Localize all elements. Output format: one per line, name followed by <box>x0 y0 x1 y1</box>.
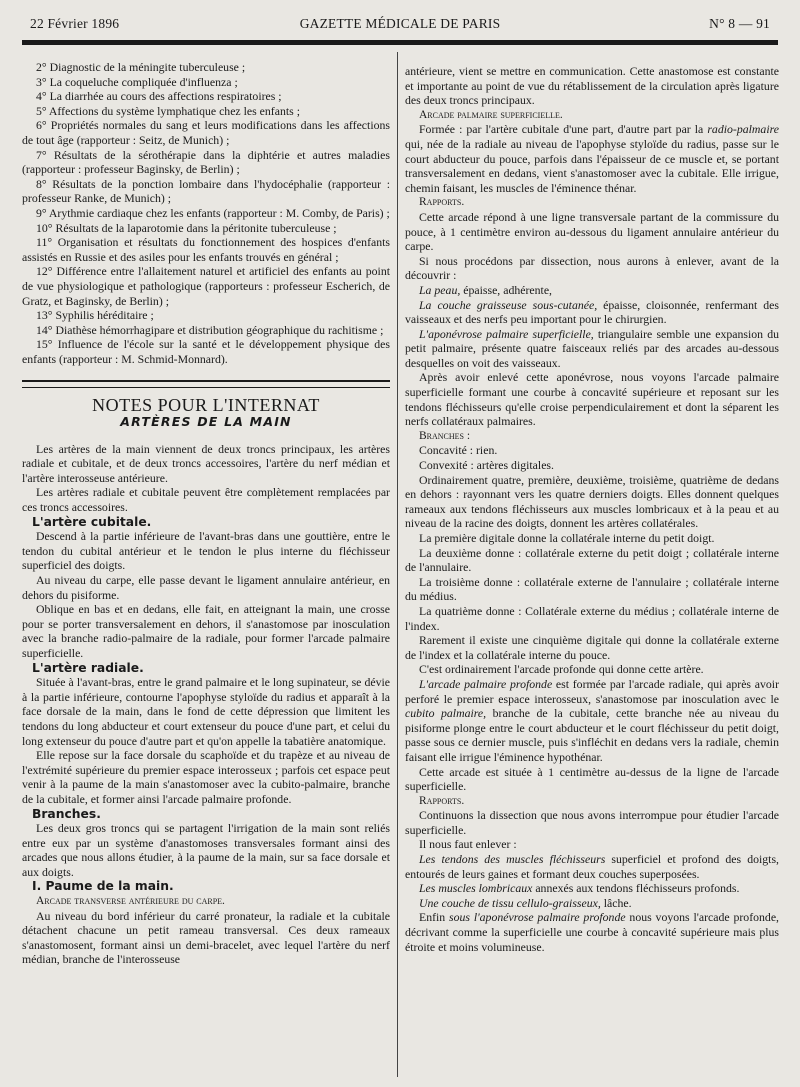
list-item: 10° Résultats de la laparotomie dans la péritonite tuberculeuse ; <box>36 220 337 235</box>
paragraph: Située à l'avant-bras, entre le grand palmaire et le long supinateur, se dévie à la partie inférieure, contourne l'apophyse styloïde du radius et apparaît à la face dorsale de la main, dans le fond de cette dépression que limitent les tendons du long abducteur et court extenseur du pouce d'une part, et celui du long extenseur du pouce d'autre part et qu'on appelle la tabatière anatomique. <box>22 675 390 748</box>
paragraph: Convexité : artères digitales. <box>419 458 554 473</box>
paragraph: Cette arcade répond à une ligne transversale partant de la commissure du pouce, à 1 centimètre environ au-dessous du ligament annulaire antérieur du carpe. <box>405 209 779 254</box>
list-item: 15° Influence de l'école sur la santé et le développement physique des enfants (rapporteur : M. Schmid-Monnard). <box>22 337 390 366</box>
paragraph: Après avoir enlevé cette aponévrose, nous voyons l'arcade palmaire superficielle formant une courbe à concavité supérieure et reposant sur les tendons fléchisseurs qu'elle croise perpendiculairement et dont la séparent les nerfs collatéraux palmaires. <box>405 370 779 429</box>
heading-paume: I. Paume de la main. <box>32 879 174 894</box>
list-item: 13° Syphilis héréditaire ; <box>36 308 154 323</box>
paragraph: Il nous faut enlever : <box>419 837 517 852</box>
paragraph: La troisième donne : collatérale externe de l'annulaire ; collatérale interne du médius. <box>405 574 779 604</box>
left-column <box>22 60 390 967</box>
page-header <box>30 12 770 36</box>
section-subtitle: ARTÈRES DE LA MAIN <box>120 414 292 430</box>
section-separator <box>22 380 390 388</box>
paragraph: Les tendons des muscles fléchisseurs superficiel et profond des doigts, entourés de leurs gaines et formant deux couches superposées. <box>405 852 779 881</box>
paragraph: Continuons la dissection que nous avons interrompue pour étudier l'arcade superficielle. <box>405 808 779 837</box>
subheading-rapports: Rapports. <box>419 196 465 209</box>
heading-branches: Branches. <box>32 806 101 821</box>
section-title: NOTES POUR L'INTERNAT <box>92 395 320 416</box>
paragraph: Rarement il existe une cinquième digitale qui donne la collatérale externe de l'index et la collatérale interne du pouce. <box>405 633 779 662</box>
heading-radiale: L'artère radiale. <box>32 660 144 675</box>
header-rule <box>22 40 778 45</box>
list-item: 9° Arythmie cardiaque chez les enfants (rapporteur : M. Comby, de Paris) ; <box>36 205 390 220</box>
paragraph: L'aponévrose palmaire superficielle, triangulaire semble une expansion du petit palmaire, présente quatre faisceaux reliés par des arcades au-dessous desquelles on voit des vaisseaux. <box>405 326 779 370</box>
paragraph: antérieure, vient se mettre en communication. Cette anastomose est constante et importante au point de vue du rétablissement de la circulation après ligature des deux troncs principaux. <box>405 64 779 108</box>
list-item: 11° Organisation et résultats du fonctionnement des hospices d'enfants assistés en Russie et des asiles pour les enfants trouvés en général ; <box>22 235 390 264</box>
paragraph: Formée : par l'artère cubitale d'une part, d'autre part par la radio-palmaire qui, née de la radiale au niveau de l'apophyse styloïde du radius, passe sur le court abducteur du pouce, parfois dans l'épaisseur de ce muscle et, se portant transversalement en dedans, vient s'anastomoser avec la cubitale. Elle irrigue, chemin faisant, les muscles de l'éminence thénar. <box>405 122 779 195</box>
column-divider <box>397 52 398 1077</box>
paragraph: Si nous procédons par dissection, nous aurons à enlever, avant de la découvrir : <box>405 253 779 283</box>
paragraph: Ordinairement quatre, première, deuxième, troisième, quatrième de dedans en dehors : rayonnant vers les quatre derniers doigts. Elles donnent quelques rameaux aux tendons fléchisseurs aux muscles lombricaux et à la peau et au niveau de la racine des doigts, donnent les artères collatérales. <box>405 472 779 531</box>
paragraph: Cette arcade est située à 1 centimètre au-dessus de la ligne de l'arcade superficielle. <box>405 764 779 794</box>
subheading-arcade-superficielle: Arcade palmaire superficielle. <box>419 108 563 121</box>
list-item: 5° Affections du système lymphatique chez les enfants ; <box>36 103 300 118</box>
paragraph: Les artères radiale et cubitale peuvent être complètement remplacées par ces troncs accessoires. <box>22 485 390 515</box>
paragraph: Oblique en bas et en dedans, elle fait, en atteignant la main, une crosse pour se porter transversalement en dehors, il s'anastomose par inosculation avec la branche radio-palmaire de la radiale, pour former l'arcade palmaire superficielle. <box>22 602 390 660</box>
list-item: 12° Différence entre l'allaitement naturel et artificiel des enfants au point de vue physiologique et pathologique (rapporteurs : professeur Escherich, de Gratz, et Baginsky, de Berlin) ; <box>22 264 390 308</box>
list-item: 6° Propriétés normales du sang et leurs modifications dans les affections de tout âge (rapporteur : Seitz, de Munich) ; <box>22 118 390 147</box>
paragraph: C'est ordinairement l'arcade profonde qui donne cette artère. <box>419 662 704 677</box>
paragraph: Enfin sous l'aponévrose palmaire profonde nous voyons l'arcade profonde, décrivant comme la superficielle une courbe à concavité supérieure mais plus étroite et moins volumineuse. <box>405 910 779 954</box>
paragraph: L'arcade palmaire profonde est formée par l'arcade radiale, qui après avoir perforé le premier espace interosseux, s'anastomose par inosculation avec le cubito palmaire, branche de la cubitale, cette branche née au niveau du pisiforme plonge entre le court abducteur et le court fléchisseur du petit doigt, passe sous ce dernier muscle, puis s'infléchit en dedans vers la radiale, chemin faisant elle irrigue l'éminence hypothénar. <box>405 676 779 764</box>
congress-topic-list <box>22 60 390 366</box>
paragraph: Les muscles lombricaux annexés aux tendons fléchisseurs profonds. <box>419 881 740 896</box>
list-item: 8° Résultats de la ponction lombaire dans l'hydocéphalie (rapporteur : professeur Ranke, de Munich) ; <box>22 176 390 206</box>
paragraph: La deuxième donne : collatérale externe du petit doigt ; collatérale interne de l'annulaire. <box>405 545 779 575</box>
header-date: 22 Février 1896 <box>30 16 120 31</box>
paragraph: Descend à la partie inférieure de l'avant-bras dans une gouttière, entre le tendon du cubital antérieur et le tendon le plus interne du fléchisseur superficiel des doigts. <box>22 529 390 573</box>
paragraph: Au niveau du bord inférieur du carré pronateur, la radiale et la cubitale détachent chacune un petit rameau transversal. Ces deux rameaux s'anastomosent, formant ainsi un demi-bracelet, avec lequel l'artère du nerf médian, branche de l'interosseuse <box>22 908 390 967</box>
list-item: 3° La coqueluche compliquée d'influenza ; <box>36 74 238 89</box>
paragraph: Une couche de tissu cellulo-graisseux, lâche. <box>419 895 632 910</box>
list-item: 7° Résultats de la sérothérapie dans la diphtérie et autres maladies (rapporteur : professeur Baginsky, de Berlin) ; <box>22 147 390 177</box>
subheading-arcade-transverse: Arcade transverse antérieure du carpe. <box>36 895 225 908</box>
list-item: 14° Diathèse hémorrhagipare et distribution géographique du rachitisme ; <box>36 322 384 337</box>
header-issue-number: N° 8 — 91 <box>709 16 770 31</box>
paragraph: La peau, épaisse, adhérente, <box>419 282 553 297</box>
header-journal-title: GAZETTE MÉDICALE DE PARIS <box>299 16 501 31</box>
heading-cubitale: L'artère cubitale. <box>32 514 152 529</box>
paragraph: Les deux gros troncs qui se partagent l'irrigation de la main sont reliés entre eux par un système d'anastomoses transversales formant ainsi des arcades que nous allons étudier, à la paume de la main, sur sa face dorsale et aux doigts. <box>22 821 390 879</box>
paragraph: Au niveau du carpe, elle passe devant le ligament annulaire antérieur, en dehors du pisiforme. <box>22 573 390 602</box>
subheading-branches: Branches : <box>419 429 471 442</box>
list-item: 2° Diagnostic de la méningite tuberculeuse ; <box>36 60 246 74</box>
paragraph: Concavité : rien. <box>419 443 498 458</box>
list-item: 4° La diarrhée au cours des affections respiratoires ; <box>36 89 282 104</box>
paragraph: Les artères de la main viennent de deux troncs principaux, les artères radiale et cubitale, et de deux troncs accessoires, l'artère du nerf médian et l'artère interosseuse antérieure. <box>22 441 390 485</box>
paragraph: La quatrième donne : Collatérale externe du médius ; collatérale interne de l'index. <box>405 603 779 633</box>
right-column <box>405 64 779 954</box>
paragraph: La couche graisseuse sous-cutanée, épaisse, cloisonnée, renfermant des vaisseaux et des nerfs peu important pour le chirurgien. <box>405 297 779 327</box>
paragraph: Elle repose sur la face dorsale du scaphoïde et du trapèze et au niveau de l'extrémité supérieure du premier espace interosseux ; parfois cet espace peut venir à la paume de la main s'anastomoser avec la cubito-palmaire, branche de la cubitale, et former ainsi l'arcade palmaire profonde. <box>22 748 390 806</box>
paragraph: La première digitale donne la collatérale interne du petit doigt. <box>419 531 715 545</box>
subheading-rapports: Rapports. <box>419 794 465 807</box>
